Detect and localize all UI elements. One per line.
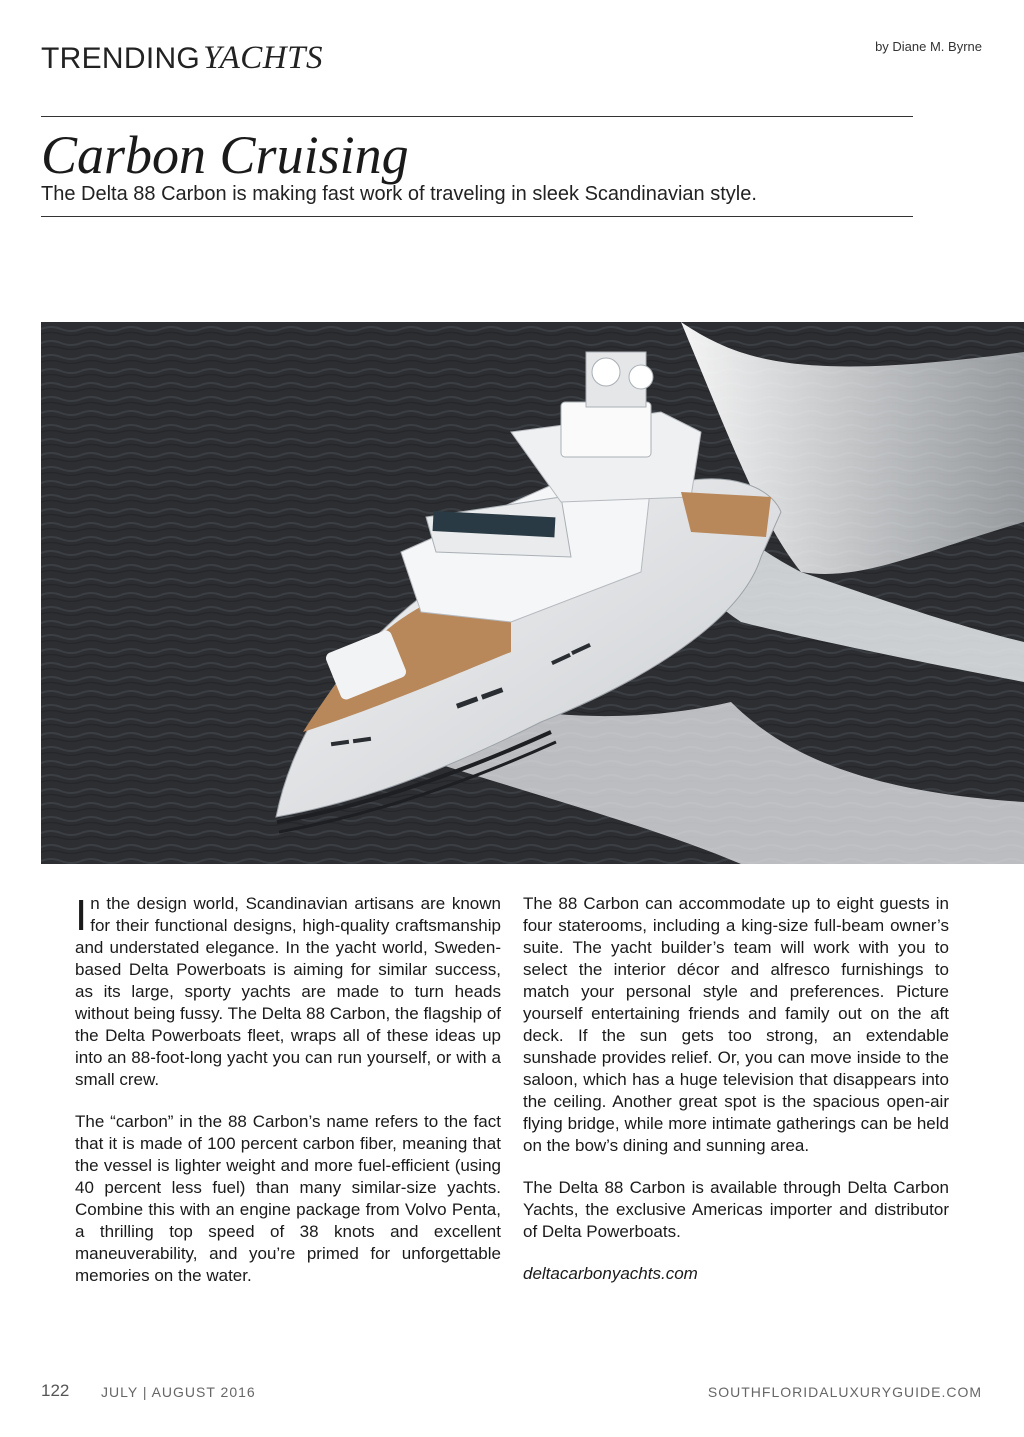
paragraph-2: The “carbon” in the 88 Carbon’s name refers to the fact that it is made of 100 percent carbon fiber, meaning that the vessel is lighter weight and more fuel-efficient (using 40 percent less fuel) than many similar-size yachts. Combine this with an engine package from Volvo Penta, a thrilling top speed of 38 knots and excellent maneuverability, and you’re primed for unforgettable memories on the water. — [75, 1112, 501, 1285]
paragraph-4: The Delta 88 Carbon is available through Delta Carbon Yachts, the exclusive Americas importer and distributor of Delta Powerboats. — [523, 1178, 949, 1241]
bottom-divider — [41, 216, 913, 217]
article-deck: The Delta 88 Carbon is making fast work of traveling in sleek Scandinavian style. — [41, 183, 757, 205]
byline: by Diane M. Byrne — [875, 39, 982, 54]
paragraph-1-text: n the design world, Scandinavian artisans are known for their functional designs, high-quality craftsmanship and understated elegance. In the yacht world, Sweden-based Delta Powerboats is aiming for similar success, as its large, sporty yachts are made to turn heads without being fussy. The Delta 88 Carbon, the flagship of the Delta Powerboats fleet, wraps all of these ideas up into an 88-foot-long yacht you can run yourself, or with a small crew. — [75, 894, 501, 1089]
right-column — [523, 893, 949, 1305]
section-label — [41, 40, 323, 77]
issue-date: JULY | AUGUST 2016 — [101, 1384, 256, 1400]
article-headline: Carbon Cruising — [41, 125, 409, 185]
paragraph-1 — [75, 893, 501, 1091]
drop-cap: I — [75, 891, 88, 940]
page-number: 122 — [41, 1381, 70, 1400]
paragraph-3: The 88 Carbon can accommodate up to eight guests in four staterooms, including a king-size full-beam owner’s suite. The yacht builder’s team will work with you to select the interior décor and alfresco furnishings to match your personal style and preferences. Picture yourself entertaining friends and family out on the aft deck. If the sun gets too strong, an extendable sunshade provides relief. Or, you can move inside to the saloon, which has a huge television that disappears into the ceiling. Another great spot is the spacious open-air flying bridge, while more intimate gatherings can be held on the bow’s dining and sunning area. — [523, 894, 949, 1155]
section-label-accent: YACHTS — [203, 40, 323, 76]
aft-deck — [681, 492, 771, 537]
yacht-photo — [41, 322, 1024, 864]
section-label-prefix: TRENDING — [41, 42, 201, 75]
top-divider — [41, 116, 913, 117]
website-link[interactable]: deltacarbonyachts.com — [523, 1264, 698, 1283]
left-column — [75, 893, 501, 1307]
publication-site: SOUTHFLORIDALUXURYGUIDE.COM — [707, 1384, 982, 1400]
